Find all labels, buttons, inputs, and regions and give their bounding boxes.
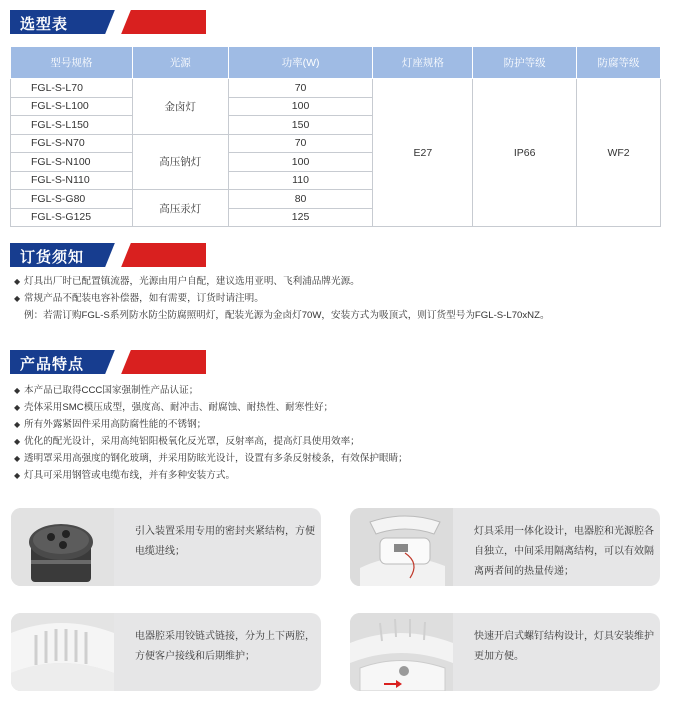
model-cell: FGL-S-L70 — [11, 79, 133, 98]
power-cell: 125 — [228, 208, 373, 227]
diamond-bullet-icon: ◆ — [14, 454, 21, 463]
section-header-ordering — [10, 243, 206, 267]
hinge-photo — [11, 613, 114, 691]
order-example: 例：若需订购FGL-S系列防水防尘防腐照明灯，配装光源为金卤灯70W，安装方式为吸顶式，则订货型号为FGL-S-L70xNZ。 — [24, 310, 550, 321]
model-cell: FGL-S-N70 — [11, 134, 133, 153]
diamond-bullet-icon: ◆ — [14, 403, 21, 412]
model-cell: FGL-S-G80 — [11, 190, 133, 209]
power-cell: 70 — [228, 79, 373, 98]
ordering-notes — [14, 273, 550, 324]
anticorrosion-cell: WF2 — [577, 79, 661, 227]
table-row — [11, 79, 661, 98]
power-cell: 100 — [228, 97, 373, 116]
feature-card-screw — [350, 613, 660, 691]
column-header: 防腐等级 — [577, 47, 661, 79]
model-cell: FGL-S-L150 — [11, 116, 133, 135]
source-cell: 金卤灯 — [132, 79, 228, 135]
power-cell: 70 — [228, 134, 373, 153]
section-title: 选型表 — [20, 16, 69, 33]
card-text: 灯具采用一体化设计，电器腔和光源腔各自独立，中间采用隔离结构，可以有效隔离两者间的热量传递； — [474, 526, 654, 577]
feature-card-gland — [11, 508, 321, 586]
diamond-bullet-icon: ◆ — [14, 437, 21, 446]
card-text: 电器腔采用铰链式链接，分为上下两腔，方便客户接线和后期维护； — [135, 631, 315, 662]
power-cell: 110 — [228, 171, 373, 190]
list-item: ◆ 灯具出厂时已配置镇流器，光源由用户自配，建议选用亚明、飞利浦品牌光源。 — [14, 273, 550, 290]
power-cell: 150 — [228, 116, 373, 135]
power-cell: 80 — [228, 190, 373, 209]
column-header: 型号规格 — [11, 47, 133, 79]
feature-card-body — [350, 508, 660, 586]
diamond-bullet-icon: ◆ — [14, 386, 21, 395]
list-item: ◆ 透明罩采用高强度的钢化玻璃，并采用防眩光设计，设置有多条反射棱条，有效保护眼睛； — [14, 450, 408, 467]
list-item: ◆ 常规产品不配装电容补偿器，如有需要，订货时请注明。 — [14, 290, 550, 307]
list-item: ◆ 本产品已取得CCC国家强制性产品认证； — [14, 382, 408, 399]
list-item: ◆ 所有外露紧固件采用高防腐性能的不锈钢； — [14, 416, 408, 433]
spec-table — [10, 46, 661, 227]
diamond-bullet-icon: ◆ — [14, 420, 21, 429]
source-cell: 高压钠灯 — [132, 134, 228, 190]
column-header: 功率(W) — [228, 47, 373, 79]
list-item: ◆ 灯具可采用钢管或电缆布线，并有多种安装方式。 — [14, 467, 408, 484]
lamp-body-photo — [350, 508, 453, 586]
screw-photo — [350, 613, 453, 691]
model-cell: FGL-S-L100 — [11, 97, 133, 116]
model-cell: FGL-S-G125 — [11, 208, 133, 227]
diamond-bullet-icon: ◆ — [14, 277, 21, 286]
power-cell: 100 — [228, 153, 373, 172]
section-title: 订货须知 — [20, 249, 85, 266]
cable-gland-photo — [11, 508, 114, 586]
card-text: 快速开启式螺钉结构设计，灯具安装维护更加方便。 — [474, 631, 654, 662]
feature-card-hinge — [11, 613, 321, 691]
column-header: 光源 — [132, 47, 228, 79]
socket-cell: E27 — [373, 79, 473, 227]
column-header: 灯座规格 — [373, 47, 473, 79]
list-item: ◆ 优化的配光设计，采用高纯铝阳极氧化反光罩，反射率高，提高灯具使用效率； — [14, 433, 408, 450]
diamond-bullet-icon: ◆ — [14, 294, 21, 303]
model-cell: FGL-S-N100 — [11, 153, 133, 172]
model-cell: FGL-S-N110 — [11, 171, 133, 190]
section-title: 产品特点 — [20, 356, 85, 373]
list-item: ◆ 壳体采用SMC模压成型，强度高、耐冲击、耐腐蚀、耐热性、耐寒性好； — [14, 399, 408, 416]
feature-list — [14, 382, 408, 484]
diamond-bullet-icon: ◆ — [14, 471, 21, 480]
card-text: 引入装置采用专用的密封夹紧结构，方便电缆进线； — [135, 526, 315, 557]
protection-cell: IP66 — [473, 79, 577, 227]
column-header: 防护等级 — [473, 47, 577, 79]
source-cell: 高压汞灯 — [132, 190, 228, 227]
table-header-row — [11, 47, 661, 79]
section-header-features — [10, 350, 206, 374]
section-header-selection — [10, 10, 206, 34]
